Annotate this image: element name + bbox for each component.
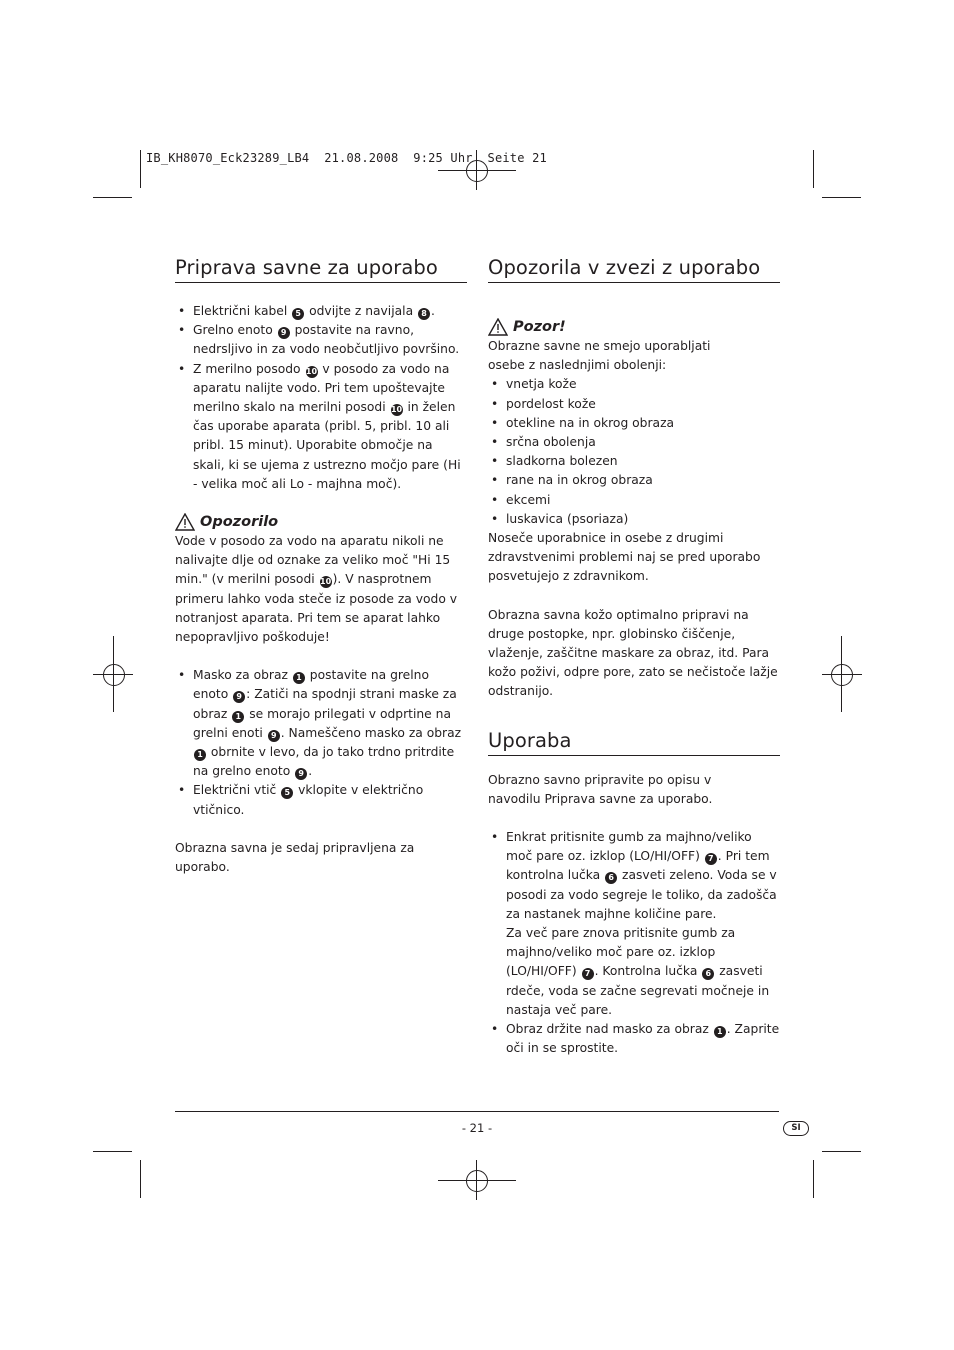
caution-heading (488, 317, 780, 337)
benefit-text: Obrazna savna kožo optimalno pripravi na druge postopke, npr. globinsko čiščenje, vlaženje, zaščitne maskare za obraz, itd. Para kožo poživi, odpre pore, zato se nečistoče lažje odstranijo. (488, 607, 778, 699)
list-item: • otekline na in okrog obraza (488, 414, 780, 433)
warning-triangle-icon (488, 318, 508, 336)
left-column (175, 256, 467, 877)
list-item: • sladkorna bolezen (488, 452, 780, 471)
right-column (488, 256, 780, 1059)
crop-mark (140, 1160, 141, 1198)
registration-line (841, 636, 842, 712)
list-item (175, 666, 467, 781)
text: Električni kabel (193, 304, 292, 318)
list-item (175, 321, 467, 359)
text: vklopite v električno vtičnico. (193, 783, 424, 817)
ref-number: 6 (702, 968, 714, 980)
usage-list (488, 828, 780, 1058)
text: Masko za obraz (193, 668, 292, 683)
ref-number: 5 (292, 308, 304, 320)
pregnant-note: Noseče uporabnice in osebe z drugimi zdravstvenimi problemi naj se pred uporabo posvetujejo z zdravnikom. (488, 531, 761, 584)
ref-number: 1 (194, 749, 206, 761)
text: obrnite v levo, da jo tako trdno pritrdite na grelno enoto (193, 745, 455, 779)
ref-number: 9 (295, 768, 307, 780)
text: . Kontrolna lučka (594, 964, 702, 979)
list-item: • srčna obolenja (488, 433, 780, 452)
crop-mark (93, 1151, 132, 1152)
registration-mark (103, 664, 125, 686)
closing-text: Obrazna savna je sedaj pripravljena za uporabo. (175, 840, 415, 875)
list-item (175, 781, 467, 819)
section-title-uporaba: Uporaba (488, 729, 780, 756)
text: in želen čas uporabe aparata (pribl. 5, pribl. 10 ali pribl. 15 minut). Uporabite območje na skali, ki se ujema z ustrezno močjo pare (Hi - velika moč ali Lo - majhna moč). (193, 400, 461, 491)
ref-number: 6 (605, 872, 617, 884)
contraindication-intro: Obrazne savne ne smejo uporabljati osebe z naslednjimi obolenji: (488, 339, 711, 373)
footer-rule (175, 1111, 779, 1112)
list-item: • ekcemi (488, 491, 780, 510)
text: postavite na grelno enoto (193, 668, 429, 702)
text: Obraz držite nad masko za obraz (506, 1022, 713, 1037)
registration-mark (831, 664, 853, 686)
crop-mark (822, 197, 861, 198)
list-item: • luskavica (psoriaza) (488, 510, 780, 529)
registration-line (113, 636, 114, 712)
text: ). V nasprotnem primeru lahko voda steče iz posode za vodo v notranjost aparata. Pri tem se aparat lahko nepopravljivo poškoduje! (175, 572, 458, 645)
ref-number: 10 (305, 366, 318, 376)
text: zasveti rdeče, voda se začne segrevati močneje in nastaja več pare. (506, 964, 770, 1017)
text: Z merilno posodo (193, 361, 305, 376)
crop-mark (822, 1151, 861, 1152)
list-item (488, 828, 780, 1020)
text: odvijte z navijala (305, 304, 418, 318)
text: postavite na ravno, nedrsljivo in za vodo neobčutljivo površino. (193, 323, 460, 357)
registration-line (438, 1180, 516, 1181)
warning-title: Opozorilo (200, 514, 279, 531)
registration-line (438, 170, 516, 171)
ref-number: 1 (714, 1026, 726, 1038)
text: v posodo za vodo na aparatu nalijte vodo. Pri tem upoštevajte merilno skalo na merilni posodi (193, 361, 450, 415)
mask-list (175, 666, 467, 820)
text: zasveti zeleno. Voda se v posodi za vodo segreje le toliko, da zadošča za nastanek majhne količine pare. (506, 868, 777, 921)
text: Grelno enoto (193, 323, 277, 338)
crop-mark (813, 150, 814, 188)
setup-list (175, 302, 467, 494)
crop-mark (813, 1160, 814, 1198)
warning-heading (175, 512, 467, 532)
ref-number: 9 (233, 691, 245, 703)
caution-title: Pozor! (513, 319, 566, 335)
list-item: • vnetja kože (488, 375, 780, 394)
text: . Zaprite oči in se sprostite. (506, 1022, 780, 1056)
warning-triangle-icon (175, 513, 195, 531)
text: Enkrat pritisnite gumb za majhno/veliko moč pare oz. izklop (LO/HI/OFF) (506, 830, 752, 864)
ref-number: 9 (278, 327, 290, 339)
crop-mark (140, 150, 141, 188)
list-item (175, 360, 467, 494)
section-title-priprava: Priprava savne za uporabo (175, 256, 467, 283)
text: Električni vtič (193, 783, 281, 798)
language-badge: SI (783, 1121, 809, 1136)
section-title-opozorila: Opozorila v zvezi z uporabo (488, 256, 780, 283)
text: Za več pare znova pritisnite gumb za majhno/veliko moč pare oz. izklop (LO/HI/OFF) (506, 926, 736, 979)
ref-number: 5 (281, 787, 293, 799)
ref-number: 1 (293, 672, 305, 684)
ref-number: 1 (232, 711, 244, 723)
text: Vode v posodo za vodo na aparatu nikoli ne nalivajte dlje od oznake za veliko moč "Hi 15 min." (v merilni posodi (175, 534, 451, 587)
registration-line (822, 674, 862, 675)
list-item (488, 1020, 780, 1058)
crop-mark (93, 197, 132, 198)
list-item (175, 302, 467, 321)
list-item: • pordelost kože (488, 395, 780, 414)
page-number: - 21 - (461, 1121, 493, 1135)
ref-number: 10 (320, 577, 332, 587)
registration-mark (466, 1170, 488, 1192)
text: : Zatiči na spodnji strani maske za obraz (193, 687, 457, 721)
warning-text (175, 532, 467, 647)
ref-number: 10 (390, 405, 403, 415)
text: . (308, 764, 313, 779)
text: se morajo prilegati v odprtine na grelni enoti (193, 706, 451, 740)
usage-intro: Obrazno savno pripravite po opisu v navodilu Priprava savne za uporabo. (488, 772, 713, 806)
ref-number: 9 (268, 730, 280, 742)
ref-number: 7 (582, 968, 594, 980)
list-item: • rane na in okrog obraza (488, 471, 780, 490)
ref-number: 8 (418, 308, 430, 320)
text: . (431, 304, 435, 318)
ref-number: 7 (705, 853, 717, 865)
text: . Pri tem kontrolna lučka (506, 849, 770, 883)
conditions-list (488, 375, 780, 529)
print-slug: IB_KH8070_Eck23289_LB4 21.08.2008 9:25 Uhr Seite 21 (146, 151, 547, 165)
text: . Nameščeno masko za obraz (280, 725, 462, 740)
registration-line (476, 1160, 477, 1200)
